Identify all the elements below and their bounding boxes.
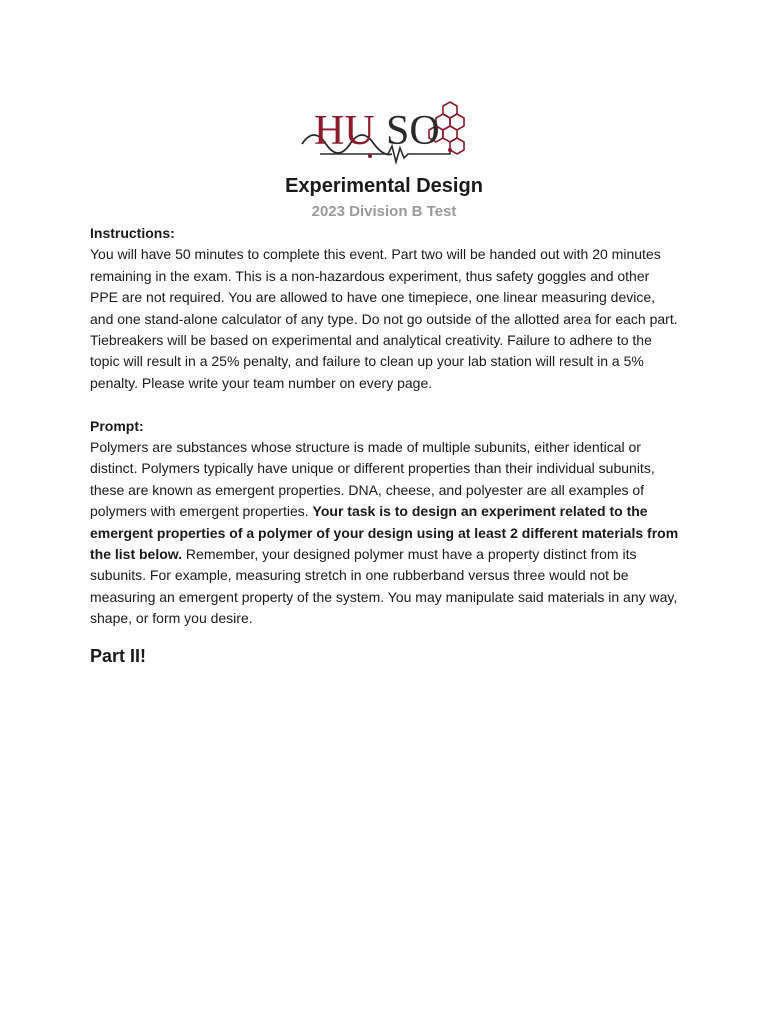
huso-logo-graphic (300, 96, 470, 168)
prompt-task-statement: Your task is to design an experiment related to the emergent properties of a polymer of your design using at least 2 different materials from the list below. (90, 503, 679, 563)
instructions-text: You will have 50 minutes to complete this event. Part two will be handed out with 20 minutes remaining in the exam. This is a non-hazardous experiment, thus safety goggles and other PPE are not required. You are allowed to have one timepiece, one linear measuring device, and one stand-alone calculator of any type. Do not go outside of the allotted area for each part. Tiebreakers will be based on experimental and analytical creativity. Failure to adhere to the topic will result in a 25% penalty, and failure to clean up your lab station will result in a 5% penalty. Please write your team number on every page. (90, 246, 678, 391)
prompt-text-conclusion: Remember, your designed polymer must have a property distinct from its subunits. For example, measuring stretch in one rubberband versus three would not be measuring an emergent property of the system. You may manipulate said materials in any way, shape, or form you desire. (90, 546, 678, 627)
document-body (90, 223, 680, 668)
prompt-text-intro: Polymers are substances whose structure is made of multiple subunits, either identical or distinct. Polymers typically have unique or different properties than their individual subunits, these are known as emergent properties. DNA, cheese, and polyester are all examples of polymers with emergent properties. (90, 439, 655, 520)
svg-text:HU: HU (314, 108, 375, 154)
huso-logo (300, 96, 470, 168)
part-two-heading: Part II! (90, 645, 147, 666)
instructions-heading: Instructions: (90, 225, 175, 241)
document-subtitle: 2023 Division B Test (311, 203, 457, 220)
svg-text:SO: SO (386, 108, 440, 154)
prompt-heading: Prompt: (90, 417, 144, 434)
document-title: Experimental Design (285, 175, 483, 197)
prompt-text (90, 437, 680, 630)
paragraph-spacer (90, 394, 680, 415)
